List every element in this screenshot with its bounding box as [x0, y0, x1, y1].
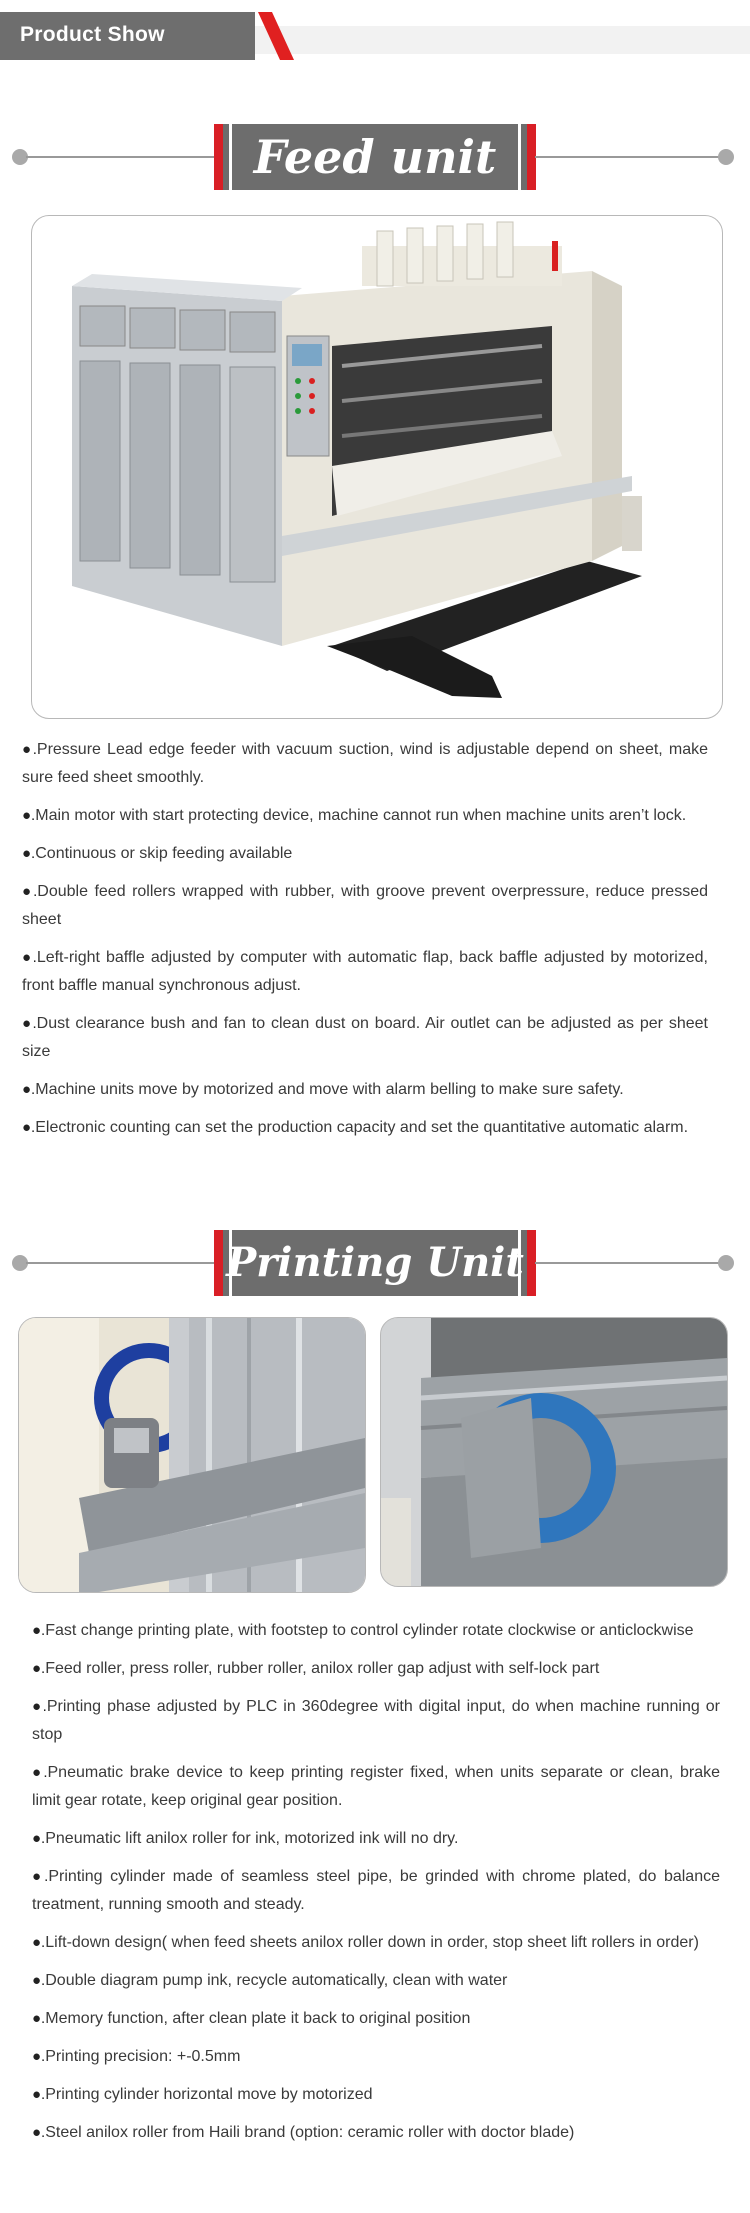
list-item: ●.Memory function, after clean plate it back to original position: [32, 2010, 471, 2027]
banner-title: Product Show: [20, 23, 165, 46]
list-item: ●.Feed roller, press roller, rubber roller, anilox roller gap adjust with self-lock part: [32, 1660, 600, 1677]
list-item: ●.Machine units move by motorized and move with alarm belling to make sure safety.: [22, 1081, 624, 1098]
heading-left-line: [26, 156, 216, 158]
printing-roller-image-left: [18, 1317, 366, 1593]
heading-right-line: [535, 156, 725, 158]
printing-unit-title: Printing Unit: [226, 1239, 524, 1286]
product-show-banner: [0, 12, 750, 60]
feed-unit-bullet-list: [22, 736, 708, 1152]
list-item: ●.Printing cylinder made of seamless steel pipe, be grinded with chrome plated, do balance treatment, running smooth and steady.: [32, 1868, 721, 1913]
list-item: ●.Fast change printing plate, with footstep to control cylinder rotate clockwise or anticlockwise: [32, 1622, 694, 1639]
feed-unit-title: Feed unit: [253, 130, 497, 184]
feed-unit-heading: [0, 124, 750, 190]
list-item: ●.Pressure Lead edge feeder with vacuum suction, wind is adjustable depend on sheet, make sure feed sheet smoothly.: [22, 741, 708, 786]
list-item: ●.Continuous or skip feeding available: [22, 845, 293, 862]
list-item: ●.Left-right baffle adjusted by computer with automatic flap, back baffle adjusted by motorized, front baffle manual synchronous adjust.: [22, 949, 708, 994]
heading-box: [214, 124, 536, 190]
list-item: ●.Double feed rollers wrapped with rubber, with groove prevent overpressure, reduce pressed sheet: [22, 883, 708, 928]
list-item: ●.Pneumatic lift anilox roller for ink, motorized ink will no dry.: [32, 1830, 459, 1847]
list-item: ●.Steel anilox roller from Haili brand (option: ceramic roller with doctor blade): [32, 2124, 575, 2141]
heading-right-dot: [718, 149, 734, 165]
feed-unit-machine-image: [31, 215, 723, 719]
list-item: ●.Lift-down design( when feed sheets anilox roller down in order, stop sheet lift rollers in order): [32, 1934, 699, 1951]
heading-right-dot: [718, 1255, 734, 1271]
list-item: ●.Electronic counting can set the production capacity and set the quantitative automatic alarm.: [22, 1119, 689, 1136]
heading-right-line: [535, 1262, 725, 1264]
list-item: ●.Main motor with start protecting device, machine cannot run when machine units aren’t lock.: [22, 807, 687, 824]
printing-roller-image-right: [380, 1317, 728, 1587]
list-item: ●.Pneumatic brake device to keep printing register fixed, when units separate or clean, brake limit gear rotate, keep original gear position.: [32, 1764, 720, 1809]
list-item: ●.Double diagram pump ink, recycle automatically, clean with water: [32, 1972, 508, 1989]
heading-left-line: [26, 1262, 216, 1264]
printing-unit-heading: [0, 1230, 750, 1296]
list-item: ●.Printing precision: +-0.5mm: [32, 2048, 241, 2065]
heading-box: [214, 1230, 536, 1296]
printing-unit-bullet-list: [32, 1617, 720, 2157]
list-item: ●.Dust clearance bush and fan to clean dust on board. Air outlet can be adjusted as per sheet size: [22, 1015, 708, 1060]
list-item: ●.Printing cylinder horizontal move by motorized: [32, 2086, 373, 2103]
list-item: ●.Printing phase adjusted by PLC in 360degree with digital input, do when machine running or stop: [32, 1698, 720, 1743]
